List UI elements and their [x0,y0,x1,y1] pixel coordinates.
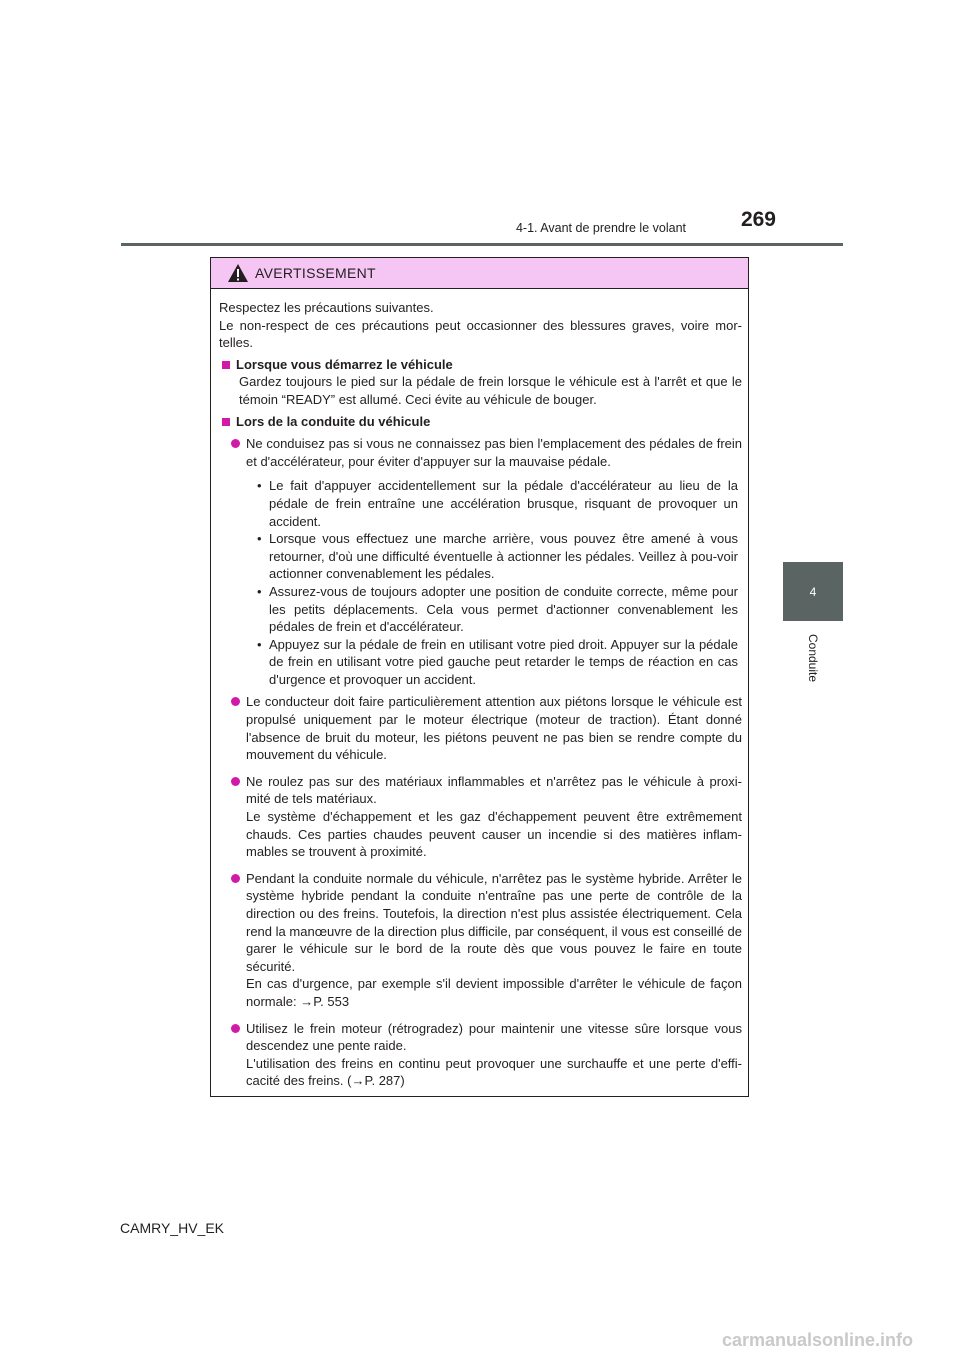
sub-list-item: • Assurez-vous de toujours adopter une position de conduite correcte, même pour les petits déplacements. Cela vous permet d'actionner convenablement les pédales de frein et d'accélérateur. [219,583,742,636]
round-bullet-icon [231,697,240,706]
list-item-text: Ne conduisez pas si vous ne connaissez pas bien l'emplacement des pédales de frein et d'accélérateur, pour éviter d'appuyer sur la mauvaise pédale. [246,436,742,469]
sub-list-item-text: Appuyez sur la pédale de frein en utilisant votre pied droit. Appuyer sur la pédale de frein en utilisant votre pied gauche peut retarder le temps de réaction en cas d'urgence et provoquer un accident. [269,636,738,687]
square-bullet-icon [222,361,230,369]
header-rule [121,243,843,246]
list-item [219,773,742,861]
square-bullet-icon [222,418,230,426]
sub-list-item: • Lorsque vous effectuez une marche arrière, vous pouvez être amené à vous retourner, d'où une difficulté éventuelle à actionner les pédales. Veillez à pou-voir actionner convenablement les pédales. [219,530,742,583]
list-item-text: En cas d'urgence, par exemple s'il devient impossible d'arrêter le véhicule de façon normale: →P. 553 [246,976,742,1009]
sub-list-item: • Le fait d'appuyer accidentellement sur la pédale d'accélérateur au lieu de la pédale de frein entraîne une accélération brusque, risquant de provoquer un accident. [219,477,742,530]
warning-title: AVERTISSEMENT [255,265,376,281]
sub-list [219,477,742,688]
list-item [219,693,742,763]
sub-list-item-text: Le fait d'appuyer accidentellement sur la pédale d'accélérateur au lieu de la pédale de frein entraîne une accélération brusque, risquant de provoquer un accident. [269,478,738,529]
page-number: 269 [740,208,776,231]
chapter-number: 4 [809,584,817,599]
section-heading-text: Lors de la conduite du véhicule [236,413,431,429]
list-item-text: Le conducteur doit faire particulièrement attention aux piétons lorsque le véhicule est propulsé uniquement par le moteur électrique (moteur de traction). Étant donné l'absence de bruit du moteur, les piétons peuvent ne pas bien se rendre compte du mouvement du véhicule. [246,694,742,763]
warning-box [210,257,749,1097]
section-heading-text: Lorsque vous démarrez le véhicule [236,356,453,372]
round-bullet-icon [231,874,240,883]
list-item-text: Ne roulez pas sur des matériaux inflammables et n'arrêtez pas le véhicule à proxi-mité de tels matériaux. [246,773,742,807]
warning-intro-2: Le non-respect de ces précautions peut occasionner des blessures graves, voire mor-telles. [219,317,742,351]
chapter-tab-label [773,628,853,688]
warning-triangle-icon [227,263,249,283]
list-item-text: L'utilisation des freins en continu peut provoquer une surchauffe et une perte d'effi-cacité des freins. (→P. 287) [246,1055,742,1089]
chapter-label: Conduite [805,633,820,683]
list-item-text: Le système d'échappement et les gaz d'échappement peuvent être extrêmement chauds. Ces parties chaudes peuvent causer un incendie si des matières inflam-mables se trouvent à proximité. [246,809,742,860]
section-heading-driving [219,413,742,431]
warning-intro-1: Respectez les précautions suivantes. [219,300,434,315]
warning-body [211,289,748,1090]
watermark: carmanualsonline.info [722,1330,914,1350]
sub-list-item-text: Lorsque vous effectuez une marche arrière, vous pouvez être amené à vous retourner, d'où une difficulté éventuelle à actionner les pédales. Veillez à pou-voir actionner convenablement les pédales. [269,531,738,582]
round-bullet-icon [231,439,240,448]
round-bullet-icon [231,777,240,786]
sub-list-item-text: Assurez-vous de toujours adopter une position de conduite correcte, même pour les petits déplacements. Cela vous permet d'actionner convenablement les pédales de frein et d'accélérateur. [269,583,738,635]
list-item [219,1020,742,1090]
list-item-text: Pendant la conduite normale du véhicule, n'arrêtez pas le système hybride. Arrêter le système hybride pendant la conduite n'entraîne pas une perte de contrôle de la direction ou des freins. Toutefois, la direction n'est plus assistée électriquement. Cela rend la manœuvre de la direction plus difficile, par conséquent, il vous est conseillé de garer le véhicule sur le bord de la route dès que vous pouvez le faire en toute sécurité. [246,870,742,974]
list-item-text: Utilisez le frein moteur (rétrogradez) pour maintenir une vitesse sûre lorsque vous descendez une pente raide. [246,1020,742,1054]
section-text-starting: Gardez toujours le pied sur la pédale de frein lorsque le véhicule est à l'arrêt et que le témoin “READY” est allumé. Ceci évite au véhicule de bouger. [239,374,742,407]
model-code: CAMRY_HV_EK [120,1220,225,1236]
list-item [219,870,742,1011]
header-section-title: 4-1. Avant de prendre le volant [515,221,686,235]
chapter-tab-number [783,562,843,621]
list-item [219,435,742,470]
sub-list-item: • Appuyez sur la pédale de frein en utilisant votre pied droit. Appuyer sur la pédale de frein en utilisant votre pied gauche peut retarder le temps de réaction en cas d'urgence et provoquer un accident. [219,636,742,689]
round-bullet-icon [231,1024,240,1033]
warning-header [211,258,748,289]
section-heading-starting [219,356,742,374]
